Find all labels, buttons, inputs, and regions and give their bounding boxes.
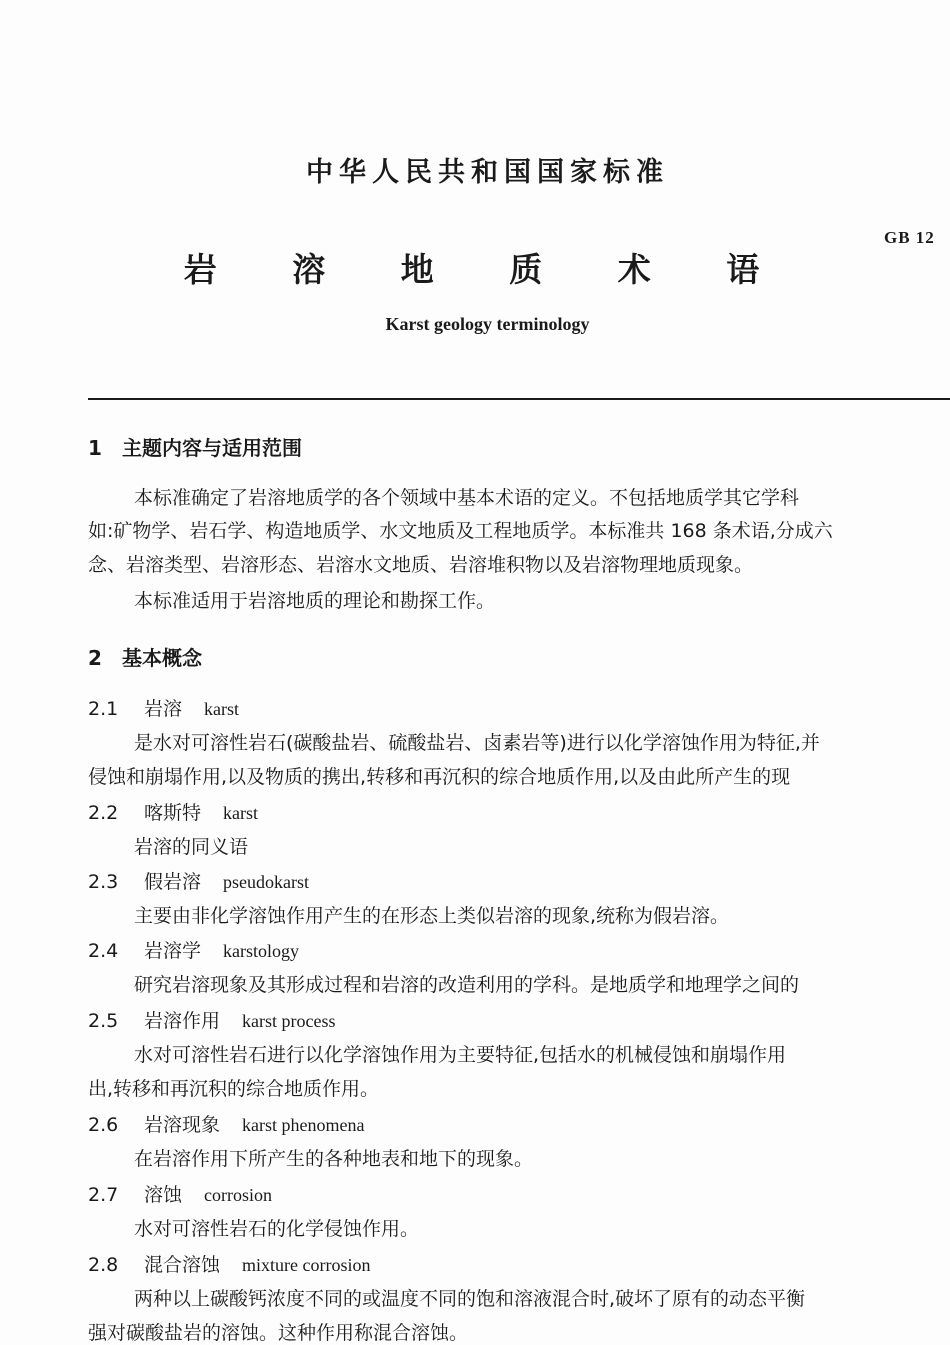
term-english: karst process bbox=[242, 1011, 336, 1031]
term-english: karst bbox=[204, 699, 240, 719]
section-number: 2 bbox=[88, 646, 102, 670]
term-definition-line: 水对可溶性岩石的化学侵蚀作用。 bbox=[134, 1218, 420, 1240]
term-definition-line: 侵蚀和崩塌作用,以及物质的携出,转移和再沉积的综合地质作用,以及由此所产生的现 bbox=[88, 766, 791, 788]
term-definition-line: 强对碳酸盐岩的溶蚀。这种作用称混合溶蚀。 bbox=[88, 1322, 469, 1344]
term-number: 2.4 bbox=[88, 940, 119, 962]
term-english: karstology bbox=[223, 941, 300, 961]
term-definition-line: 水对可溶性岩石进行以化学溶蚀作用为主要特征,包括水的机械侵蚀和崩塌作用 bbox=[134, 1044, 787, 1066]
term-entry bbox=[88, 867, 309, 894]
term-number: 2.7 bbox=[88, 1184, 119, 1206]
term-chinese: 岩溶 bbox=[144, 698, 183, 720]
standard-org-title: 中华人民共和国国家标准 bbox=[306, 157, 669, 188]
term-definition-line: 主要由非化学溶蚀作用产生的在形态上类似岩溶的现象,统称为假岩溶。 bbox=[134, 905, 730, 927]
term-definition-line: 是水对可溶性岩石(碳酸盐岩、硫酸盐岩、卤素岩等)进行以化学溶蚀作用为特征,并 bbox=[134, 732, 820, 754]
document-title-english: Karst geology terminology bbox=[385, 314, 590, 334]
term-chinese: 喀斯特 bbox=[144, 802, 202, 824]
term-chinese: 假岩溶 bbox=[144, 871, 202, 893]
term-english: mixture corrosion bbox=[242, 1255, 371, 1275]
section-heading-2 bbox=[88, 642, 202, 671]
paragraph-line: 本标准适用于岩溶地质的理论和勘探工作。 bbox=[134, 590, 496, 612]
term-number: 2.8 bbox=[88, 1254, 119, 1276]
term-number: 2.2 bbox=[88, 802, 119, 824]
term-chinese: 混合溶蚀 bbox=[144, 1254, 221, 1276]
term-english: karst bbox=[223, 803, 259, 823]
term-number: 2.3 bbox=[88, 871, 119, 893]
term-chinese: 岩溶现象 bbox=[144, 1114, 221, 1136]
term-entry bbox=[88, 1006, 336, 1033]
term-number: 2.1 bbox=[88, 698, 119, 720]
section-heading-1 bbox=[88, 432, 302, 461]
term-definition-line: 在岩溶作用下所产生的各种地表和地下的现象。 bbox=[134, 1148, 534, 1170]
term-chinese: 溶蚀 bbox=[144, 1184, 183, 1206]
term-entry bbox=[88, 798, 258, 825]
header-divider bbox=[88, 398, 950, 400]
standard-code: GB 12 bbox=[884, 228, 935, 247]
term-definition-line: 岩溶的同义语 bbox=[134, 836, 249, 858]
section-title: 基本概念 bbox=[122, 646, 202, 670]
term-definition-line: 研究岩溶现象及其形成过程和岩溶的改造利用的学科。是地质学和地理学之间的 bbox=[134, 974, 800, 996]
section-number: 1 bbox=[88, 436, 102, 460]
term-entry bbox=[88, 936, 299, 963]
term-english: karst phenomena bbox=[242, 1115, 365, 1135]
term-definition-line: 两种以上碳酸钙浓度不同的或温度不同的饱和溶液混合时,破坏了原有的动态平衡 bbox=[134, 1288, 806, 1310]
term-chinese: 岩溶作用 bbox=[144, 1010, 221, 1032]
term-definition-line: 出,转移和再沉积的综合地质作用。 bbox=[88, 1078, 380, 1100]
paragraph-line: 如:矿物学、岩石学、构造地质学、水文地质及工程地质学。本标准共 168 条术语,分成六 bbox=[88, 520, 833, 542]
term-number: 2.5 bbox=[88, 1010, 119, 1032]
term-entry bbox=[88, 1250, 371, 1277]
paragraph-line: 念、岩溶类型、岩溶形态、岩溶水文地质、岩溶堆积物以及岩溶物理地质现象。 bbox=[88, 554, 754, 576]
term-english: corrosion bbox=[204, 1185, 272, 1205]
paragraph-line: 本标准确定了岩溶地质学的各个领域中基本术语的定义。不包括地质学其它学科 bbox=[134, 487, 800, 509]
term-entry bbox=[88, 1180, 272, 1207]
term-entry bbox=[88, 1110, 364, 1137]
term-english: pseudokarst bbox=[223, 872, 309, 892]
term-number: 2.6 bbox=[88, 1114, 119, 1136]
term-chinese: 岩溶学 bbox=[144, 940, 202, 962]
section-title: 主题内容与适用范围 bbox=[122, 436, 302, 460]
document-title: 岩 溶 地 质 术 语 bbox=[183, 250, 792, 289]
term-entry bbox=[88, 694, 239, 721]
